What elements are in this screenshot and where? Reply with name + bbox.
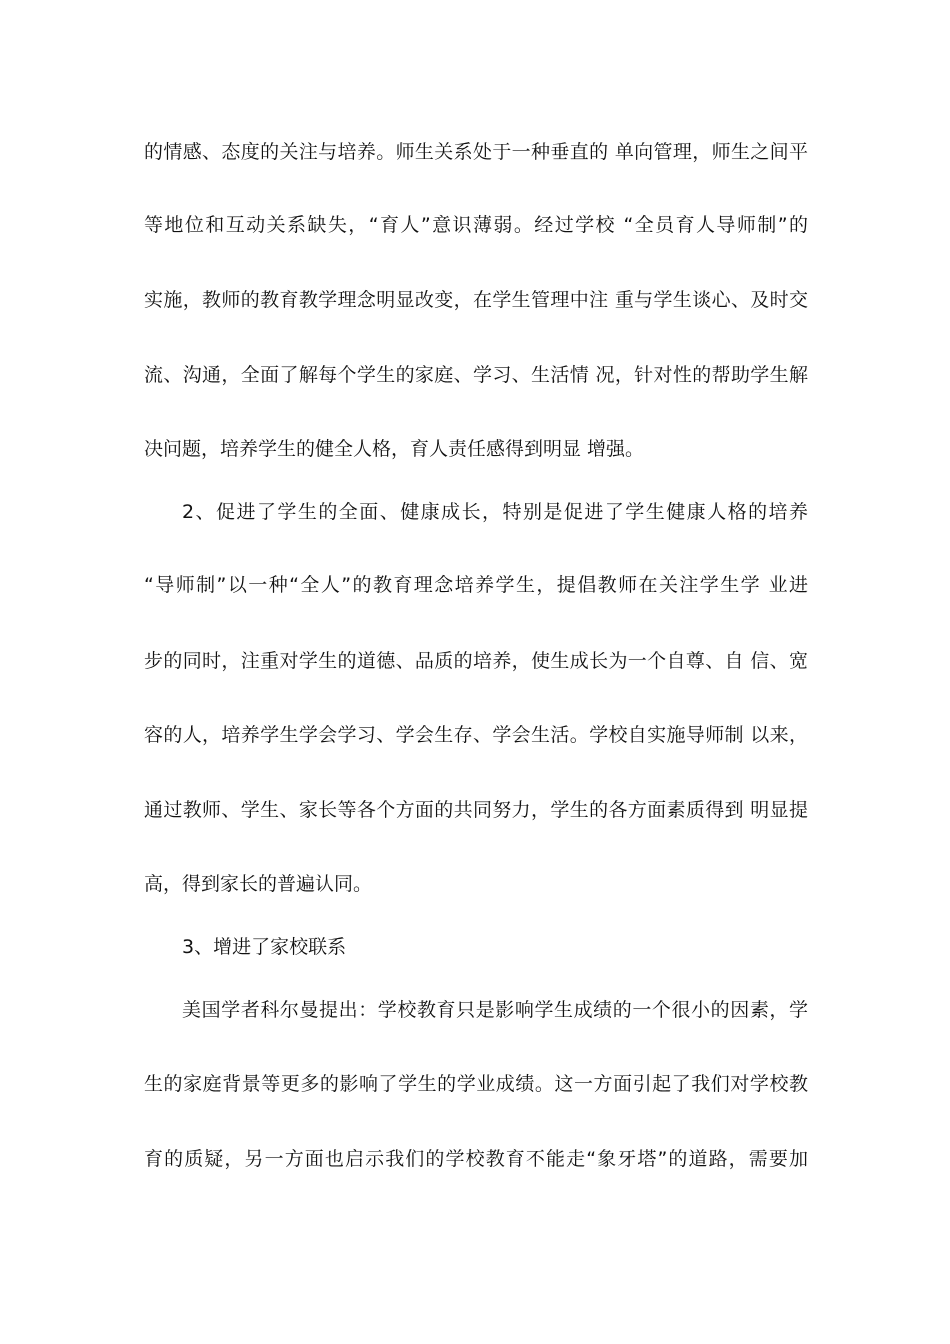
text-line: “导师制”以一种“全人”的教育理念培养学生，提倡教师在关注学生学 业进 [144,574,808,596]
text-line: 步的同时，注重对学生的道德、品质的培养，使生成长为一个自尊、自 信、宽 [144,650,808,672]
text-line: 育的质疑，另一方面也启示我们的学校教育不能走“象牙塔”的道路，需要加 [144,1148,808,1170]
text-line: 生的家庭背景等更多的影响了学生的学业成绩。这一方面引起了我们对学校教 [144,1073,808,1095]
section-heading: 2、促进了学生的全面、健康成长，特别是促进了学生健康人格的培养 [182,501,808,523]
text-line: 通过教师、学生、家长等各个方面的共同努力，学生的各方面素质得到 明显提 [144,799,808,821]
text-line: 高，得到家长的普遍认同。 [144,873,373,895]
text-line: 决问题，培养学生的健全人格，育人责任感得到明显 增强。 [144,438,645,460]
text-line: 等地位和互动关系缺失，“育人”意识薄弱。经过学校 “全员育人导师制”的 [144,214,808,236]
text-line: 容的人，培养学生学会学习、学会生存、学会生活。学校自实施导师制 以来， [144,724,808,746]
text-line: 的情感、态度的关注与培养。师生关系处于一种垂直的 单向管理，师生之间平 [144,141,808,163]
text-line: 实施，教师的教育教学理念明显改变，在学生管理中注 重与学生谈心、及时交 [144,289,808,311]
text-line: 流、沟通，全面了解每个学生的家庭、学习、生活情 况，针对性的帮助学生解 [144,364,808,386]
section-heading: 3、增进了家校联系 [182,936,347,958]
text-line: 美国学者科尔曼提出：学校教育只是影响学生成绩的一个很小的因素，学 [182,999,808,1021]
